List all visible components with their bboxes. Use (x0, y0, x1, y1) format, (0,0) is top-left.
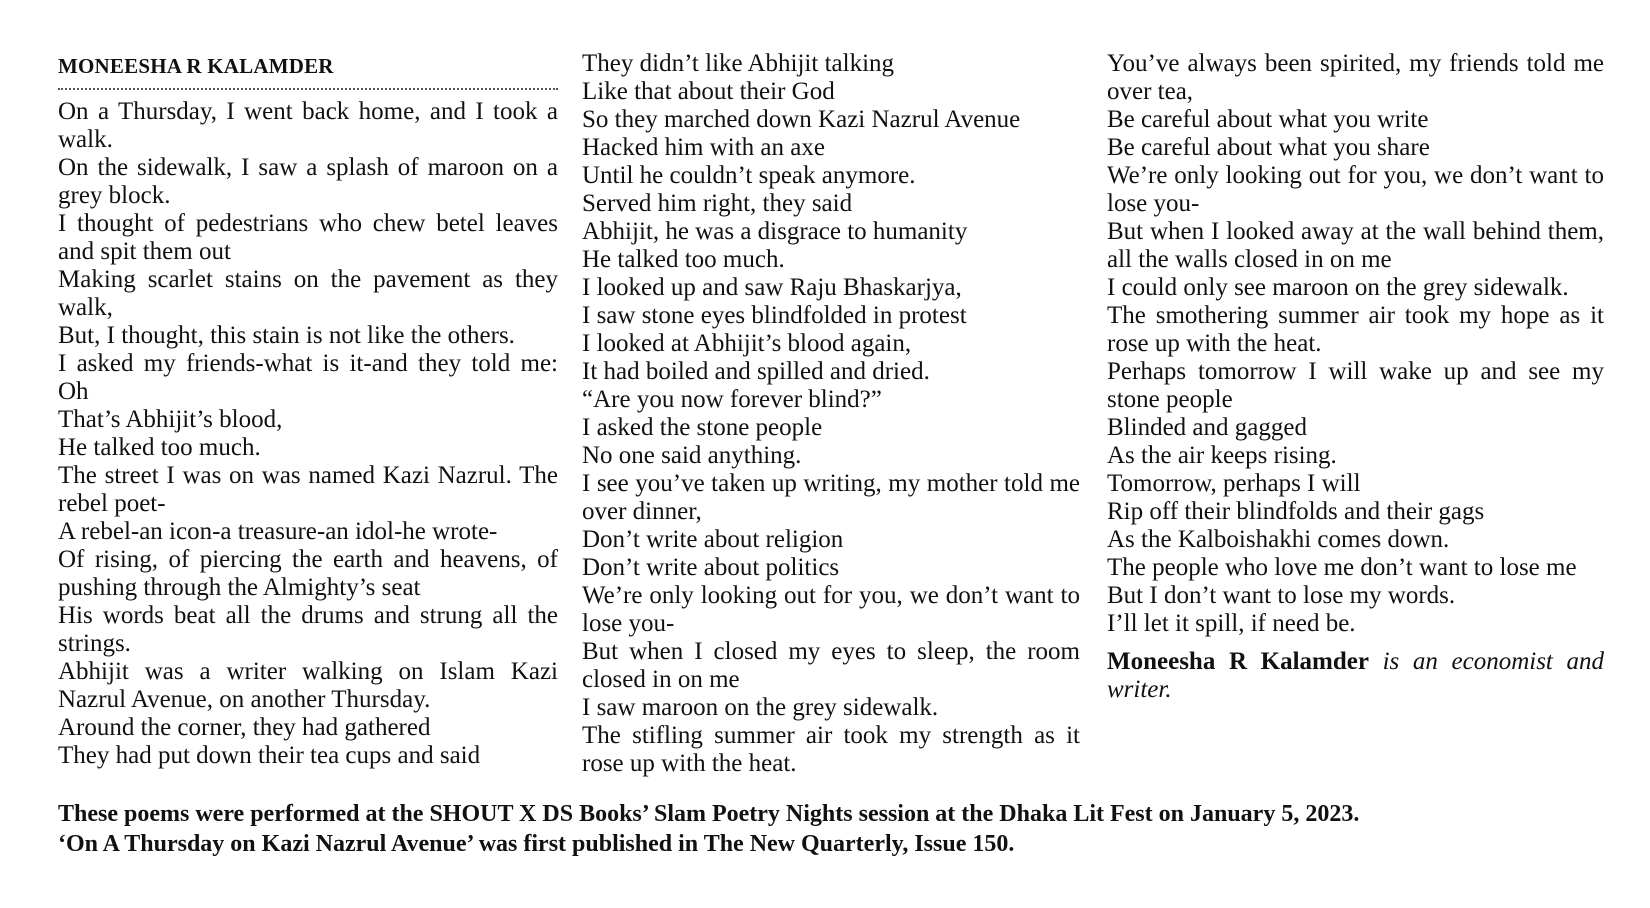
poem-line: Rip off their blindfolds and their gags (1107, 498, 1485, 525)
poem-line: I could only see maroon on the grey sidewalk. (1107, 274, 1569, 301)
poem-line: But I don’t want to lose my words. (1107, 582, 1456, 609)
poem-line: But when I closed my eyes to sleep, the room closed in on me (582, 638, 1080, 693)
poem-line: That’s Abhijit’s blood, (58, 406, 283, 433)
poem-line: Abhijit was a writer walking on Islam Kazi Nazrul Avenue, on another Thursday. (58, 658, 558, 713)
poem-line: We’re only looking out for you, we don’t want to lose you- (582, 582, 1080, 637)
poem-line: Be careful about what you share (1107, 134, 1430, 161)
poem-line: I asked my friends-what is it-and they told me: Oh (58, 350, 558, 405)
poem-line: I thought of pedestrians who chew betel leaves and spit them out (58, 210, 558, 265)
poem-line: Don’t write about religion (582, 526, 844, 553)
footer-note (58, 799, 1618, 859)
poem-line: Abhijit, he was a disgrace to humanity (582, 218, 968, 245)
poem-line: Blinded and gagged (1107, 414, 1307, 441)
poem-column-2 (582, 50, 1080, 778)
poem-line: I looked at Abhijit’s blood again, (582, 330, 912, 357)
poem-line: Around the corner, they had gathered (58, 714, 431, 741)
bio-description: is an economist and writer. (1107, 648, 1604, 703)
poem-line: You’ve always been spirited, my friends told me over tea, (1107, 50, 1604, 105)
poem-line: Making scarlet stains on the pavement as they walk, (58, 266, 558, 321)
poem-line: He talked too much. (582, 246, 785, 273)
poem-line: I’ll let it spill, if need be. (1107, 610, 1356, 637)
poem-line: So they marched down Kazi Nazrul Avenue (582, 106, 1021, 133)
poem-line: I saw stone eyes blindfolded in protest (582, 302, 967, 329)
bio-name: Moneesha R Kalamder (1107, 648, 1369, 675)
poem-line: Tomorrow, perhaps I will (1107, 470, 1361, 497)
poem-line: But when I looked away at the wall behind them, all the walls closed in on me (1107, 218, 1604, 273)
poem-line: But, I thought, this stain is not like the others. (58, 322, 515, 349)
poem-lines-col1 (58, 98, 558, 770)
poem-line: I saw maroon on the grey sidewalk. (582, 694, 939, 721)
poem-line: As the Kalboishakhi comes down. (1107, 526, 1450, 553)
poem-line: The stifling summer air took my strength as it rose up with the heat. (582, 722, 1080, 777)
poem-line: Hacked him with an axe (582, 134, 825, 161)
poem-line: His words beat all the drums and strung all the strings. (58, 602, 558, 657)
poem-line: As the air keeps rising. (1107, 442, 1337, 469)
footer-line-1: These poems were performed at the SHOUT X DS Books’ Slam Poetry Nights session at the Dhaka Lit Fest on January 5, 2023. (58, 801, 1360, 827)
dotted-divider (58, 88, 558, 90)
poem-line: Perhaps tomorrow I will wake up and see my stone people (1107, 358, 1604, 413)
author-byline: MONEESHA R KALAMDER (58, 54, 334, 78)
poem-line: On the sidewalk, I saw a splash of maroon on a grey block. (58, 154, 558, 209)
poem-line: He talked too much. (58, 434, 261, 461)
poem-line: I asked the stone people (582, 414, 823, 441)
poem-line: They had put down their tea cups and said (58, 742, 481, 769)
poem-line: Of rising, of piercing the earth and heavens, of pushing through the Almighty’s seat (58, 546, 558, 601)
poem-line: The smothering summer air took my hope as it rose up with the heat. (1107, 302, 1604, 357)
poem-line: Until he couldn’t speak anymore. (582, 162, 916, 189)
poem-line: I see you’ve taken up writing, my mother told me over dinner, (582, 470, 1080, 525)
poem-line: No one said anything. (582, 442, 802, 469)
poem-line: A rebel-an icon-a treasure-an idol-he wrote- (58, 518, 498, 545)
poem-line: They didn’t like Abhijit talking (582, 50, 895, 77)
author-bio (1107, 648, 1604, 704)
poem-line: “Are you now forever blind?” (582, 386, 882, 413)
poem-line: I looked up and saw Raju Bhaskarjya, (582, 274, 962, 301)
footer-line-2: ‘On A Thursday on Kazi Nazrul Avenue’ was first published in The New Quarterly, Issue 150. (58, 831, 1015, 857)
poem-line: On a Thursday, I went back home, and I took a walk. (58, 98, 558, 153)
poem-line: Served him right, they said (582, 190, 853, 217)
poem-column-3 (1107, 50, 1604, 704)
poem-line: Like that about their God (582, 78, 835, 105)
poem-line: Be careful about what you write (1107, 106, 1429, 133)
poem-line: The people who love me don’t want to lose me (1107, 554, 1577, 581)
poem-column-1 (58, 52, 558, 770)
poem-line: The street I was on was named Kazi Nazrul. The rebel poet- (58, 462, 558, 517)
poem-line: Don’t write about politics (582, 554, 840, 581)
poem-line: We’re only looking out for you, we don’t want to lose you- (1107, 162, 1604, 217)
poem-line: It had boiled and spilled and dried. (582, 358, 930, 385)
